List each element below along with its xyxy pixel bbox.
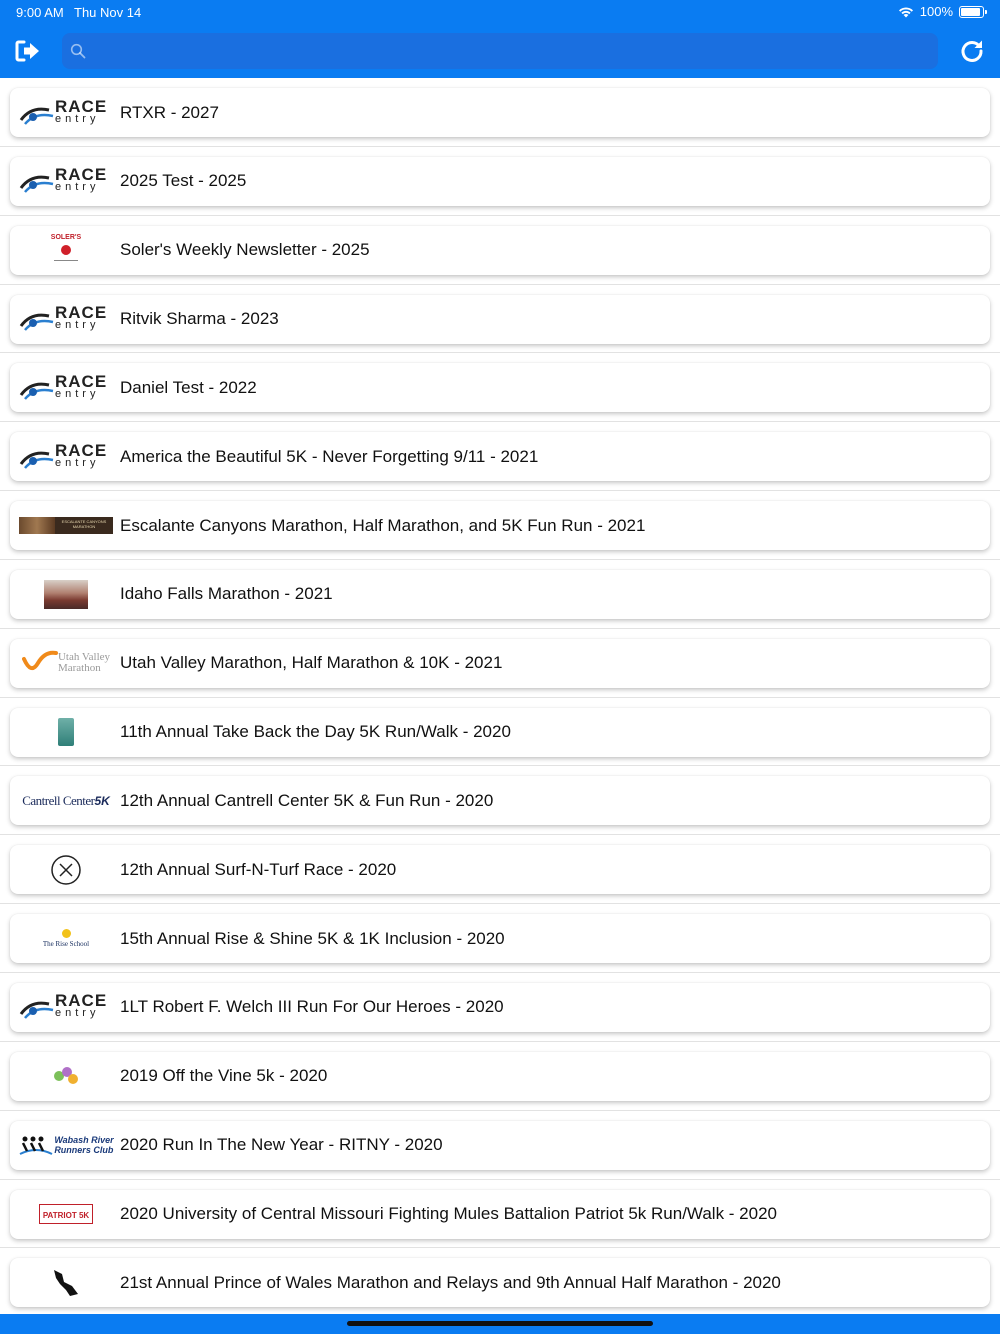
event-name: 12th Annual Surf-N-Turf Race - 2020 (120, 859, 397, 879)
event-name: America the Beautiful 5K - Never Forgetting 9/11 - 2021 (120, 446, 539, 466)
vine-logo (16, 1056, 116, 1096)
event-name: 1LT Robert F. Welch III Run For Our Heroes - 2020 (120, 997, 504, 1017)
event-name: 2020 Run In The New Year - RITNY - 2020 (120, 1135, 443, 1155)
sign-out-button[interactable] (10, 33, 46, 69)
list-item (0, 904, 1000, 973)
event-name: 2025 Test - 2025 (120, 171, 247, 191)
list-item (0, 1042, 1000, 1111)
race-entry-logo: RACE entry (16, 161, 116, 201)
event-name: 21st Annual Prince of Wales Marathon and Relays and 9th Annual Half Marathon - 2020 (120, 1272, 781, 1292)
event-card[interactable] (10, 708, 990, 757)
event-name: Daniel Test - 2022 (120, 377, 257, 397)
event-name: Soler's Weekly Newsletter - 2025 (120, 240, 370, 260)
list-item (0, 353, 1000, 422)
home-indicator[interactable] (347, 1321, 653, 1326)
battery-percent: 100% (919, 4, 953, 19)
event-card[interactable] (10, 157, 990, 206)
solers-logo: SOLER'S (16, 230, 116, 270)
event-card[interactable] (10, 639, 990, 688)
battery-icon (959, 6, 984, 18)
event-name: Utah Valley Marathon, Half Marathon & 10K - 2021 (120, 653, 503, 673)
refresh-button[interactable] (954, 33, 990, 69)
race-entry-logo: RACE entry (16, 368, 116, 408)
race-entry-logo: RACE entry (16, 299, 116, 339)
event-card[interactable] (10, 432, 990, 481)
list-item (0, 147, 1000, 216)
event-card[interactable] (10, 1190, 990, 1239)
event-name: RTXR - 2027 (120, 102, 219, 122)
prince-wales-logo (16, 1263, 116, 1303)
cantrell-logo: Cantrell Center 5K (22, 792, 110, 808)
event-card[interactable] (10, 501, 990, 550)
event-name: Idaho Falls Marathon - 2021 (120, 584, 333, 604)
list-item (0, 766, 1000, 835)
event-name: 11th Annual Take Back the Day 5K Run/Walk - 2020 (120, 722, 511, 742)
wifi-icon (898, 6, 914, 18)
list-item (0, 422, 1000, 491)
event-card[interactable] (10, 914, 990, 963)
race-entry-logo: RACE entry (16, 93, 116, 133)
list-item (0, 973, 1000, 1042)
event-name: 2020 University of Central Missouri Fighting Mules Battalion Patriot 5k Run/Walk - 2020 (120, 1204, 777, 1223)
patriot-logo: PATRIOT 5K (16, 1194, 116, 1234)
surf-turf-logo (16, 850, 116, 890)
refresh-icon (959, 38, 985, 64)
idaho-logo (16, 574, 116, 614)
event-name: 15th Annual Rise & Shine 5K & 1K Inclusion - 2020 (120, 928, 505, 948)
event-card[interactable] (10, 363, 990, 412)
list-item (0, 78, 1000, 147)
nav-bar (0, 33, 1000, 69)
event-card[interactable] (10, 1052, 990, 1101)
list-item (0, 1111, 1000, 1180)
event-card[interactable] (10, 226, 990, 275)
event-card[interactable] (10, 845, 990, 894)
event-name: 2019 Off the Vine 5k - 2020 (120, 1066, 328, 1086)
list-item (0, 835, 1000, 904)
race-entry-logo: RACE entry (16, 987, 116, 1027)
wabash-logo: Wabash River Runners Club (16, 1125, 116, 1165)
event-card[interactable] (10, 295, 990, 344)
event-name: 12th Annual Cantrell Center 5K & Fun Run - 2020 (120, 790, 494, 810)
event-card[interactable] (10, 776, 990, 825)
event-card[interactable] (10, 570, 990, 619)
search-input[interactable] (62, 33, 938, 69)
list-item (0, 285, 1000, 354)
status-time: 9:00 AM (16, 5, 64, 20)
top-bar (0, 0, 1000, 78)
list-item (0, 1180, 1000, 1249)
list-item (0, 216, 1000, 285)
event-card[interactable] (10, 983, 990, 1032)
list-item (0, 560, 1000, 629)
event-list (0, 78, 1000, 1317)
list-item (0, 1248, 1000, 1317)
event-card[interactable] (10, 1121, 990, 1170)
rise-school-logo: The Rise School (16, 919, 116, 959)
list-item (0, 629, 1000, 698)
list-item (0, 491, 1000, 560)
event-card[interactable] (10, 1258, 990, 1307)
event-name: Ritvik Sharma - 2023 (120, 309, 279, 329)
list-item (0, 698, 1000, 767)
race-entry-logo: RACE entry (16, 437, 116, 477)
sign-out-icon (15, 40, 41, 62)
status-bar (0, 0, 1000, 24)
escalante-logo: ESCALANTE CANYONS MARATHON (16, 506, 116, 546)
event-name: Escalante Canyons Marathon, Half Marathon, and 5K Fun Run - 2021 (120, 515, 646, 535)
status-right (898, 4, 984, 19)
utah-valley-logo: Utah Valley Marathon (16, 643, 116, 683)
take-back-logo (16, 712, 116, 752)
event-card[interactable] (10, 88, 990, 137)
status-date: Thu Nov 14 (74, 5, 142, 20)
